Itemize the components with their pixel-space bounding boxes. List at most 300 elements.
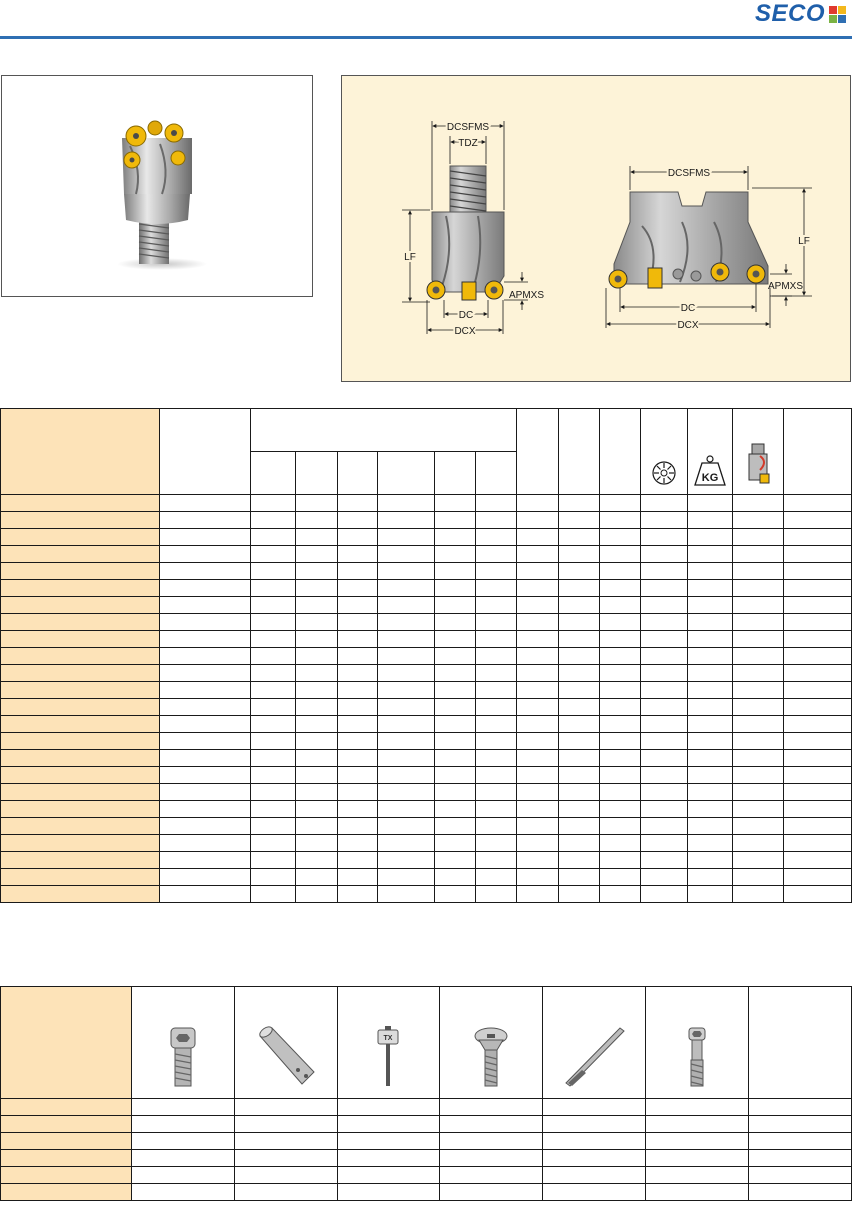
cutter-cell	[783, 733, 851, 750]
cutter-cell	[783, 835, 851, 852]
cutter-cell	[435, 546, 476, 563]
cutter-cell	[733, 682, 784, 699]
cutter-cell	[783, 886, 851, 903]
dimension-drawing	[341, 75, 851, 382]
cutter-row	[1, 546, 852, 563]
cutter-cell	[559, 886, 600, 903]
accessory-cell	[440, 1150, 543, 1167]
cutter-cell	[600, 699, 641, 716]
accessory-row	[1, 1099, 852, 1116]
accessory-cell	[131, 1099, 234, 1116]
accessory-row	[1, 1167, 852, 1184]
cutter-cell	[435, 886, 476, 903]
cutter-cell	[559, 529, 600, 546]
cutter-row	[1, 580, 852, 597]
cutter-cell	[600, 597, 641, 614]
accessory-cell	[131, 1133, 234, 1150]
cutter-cell	[688, 886, 733, 903]
cutter-cell	[159, 869, 250, 886]
cutter-cell	[559, 546, 600, 563]
accessory-cell	[234, 1116, 337, 1133]
cutter-cell	[517, 869, 559, 886]
cutter-cell	[733, 886, 784, 903]
cutter-cell	[476, 750, 517, 767]
cutter-cell	[517, 801, 559, 818]
cutter-cell	[783, 512, 851, 529]
dim-dc-left: DC	[458, 310, 474, 321]
cutter-cell	[435, 580, 476, 597]
cutter-cell	[250, 818, 295, 835]
dim-dcsfms-left: DCSFMS	[446, 122, 490, 133]
cutter-cell	[378, 546, 435, 563]
cutter-row-label	[1, 750, 160, 767]
cutter-cell	[517, 563, 559, 580]
cutter-cell	[378, 580, 435, 597]
cutter-cell	[295, 580, 337, 597]
cutter-cell	[337, 614, 378, 631]
cutter-cell	[295, 614, 337, 631]
cutter-data-rows	[1, 495, 852, 903]
cutter-cell	[733, 767, 784, 784]
accessory-cell	[646, 1150, 749, 1167]
cutter-row	[1, 631, 852, 648]
dim-dc-right: DC	[680, 303, 696, 314]
cutter-cell	[337, 869, 378, 886]
cutter-cell	[159, 699, 250, 716]
cutter-cell	[378, 750, 435, 767]
cutter-cell	[600, 852, 641, 869]
cutter-cell	[295, 733, 337, 750]
cutter-row	[1, 784, 852, 801]
cutter-cell	[159, 495, 250, 512]
cutter-cell	[783, 682, 851, 699]
cutter-cell	[337, 784, 378, 801]
cutter-row	[1, 733, 852, 750]
header-sub-4	[378, 452, 435, 495]
cutter-row	[1, 682, 852, 699]
cutter-row	[1, 665, 852, 682]
cutter-cell	[733, 801, 784, 818]
cutter-cell	[688, 869, 733, 886]
cutter-cell	[600, 614, 641, 631]
cutter-cell	[600, 495, 641, 512]
cutter-cell	[600, 665, 641, 682]
cutter-cell	[476, 546, 517, 563]
header-teeth	[641, 409, 688, 495]
cutter-cell	[435, 529, 476, 546]
accessory-cell	[337, 1150, 440, 1167]
header-order-code	[159, 409, 250, 495]
cutter-cell	[641, 495, 688, 512]
accessory-cell	[543, 1184, 646, 1201]
cutter-row	[1, 648, 852, 665]
cutter-cell	[783, 597, 851, 614]
dim-dcsfms-right: DCSFMS	[667, 168, 711, 179]
cutter-cell	[159, 716, 250, 733]
cutter-row-label	[1, 495, 160, 512]
cutter-cell	[688, 563, 733, 580]
cutter-row	[1, 852, 852, 869]
cutter-row	[1, 835, 852, 852]
cutter-cell	[378, 665, 435, 682]
cutter-cell	[641, 784, 688, 801]
cutter-cell	[435, 682, 476, 699]
cutter-row-label	[1, 835, 160, 852]
cutter-cell	[600, 631, 641, 648]
cutter-cell	[435, 597, 476, 614]
cutter-cell	[476, 665, 517, 682]
header-sub-5	[435, 452, 476, 495]
cutter-cell	[688, 682, 733, 699]
cutter-cell	[295, 682, 337, 699]
cutter-row-label	[1, 801, 160, 818]
cutter-cell	[641, 631, 688, 648]
cutter-cell	[337, 767, 378, 784]
cutter-cell	[435, 835, 476, 852]
cutter-cell	[250, 495, 295, 512]
cutter-cell	[517, 597, 559, 614]
insert-cutter-icon	[746, 442, 770, 486]
header-insert	[733, 409, 784, 495]
cutter-cell	[559, 631, 600, 648]
cutter-cell	[600, 648, 641, 665]
cutter-cell	[159, 563, 250, 580]
cutter-cell	[337, 546, 378, 563]
cutter-cell	[641, 801, 688, 818]
cutter-cell	[688, 699, 733, 716]
cutter-cell	[559, 818, 600, 835]
cutter-cell	[688, 529, 733, 546]
cutter-cell	[159, 767, 250, 784]
cutter-cell	[337, 733, 378, 750]
cutter-cell	[250, 767, 295, 784]
cutter-cell	[159, 512, 250, 529]
cutter-row-label	[1, 665, 160, 682]
cutter-row	[1, 750, 852, 767]
teeth-pitch-icon	[651, 460, 677, 486]
cutter-row	[1, 716, 852, 733]
cutter-cell	[688, 614, 733, 631]
cutter-cell	[783, 665, 851, 682]
cutter-cell	[559, 682, 600, 699]
cutter-cell	[435, 631, 476, 648]
acc-header-cap-screw	[131, 987, 234, 1099]
cutter-cell	[295, 818, 337, 835]
cutter-cell	[337, 631, 378, 648]
header-sub-3	[337, 452, 378, 495]
cutter-cell	[378, 801, 435, 818]
cutter-cell	[250, 597, 295, 614]
cutter-cell	[600, 580, 641, 597]
cutter-cell	[250, 682, 295, 699]
cutter-cell	[600, 750, 641, 767]
cutter-cell	[476, 512, 517, 529]
cutter-cell	[641, 529, 688, 546]
cutter-cell	[733, 818, 784, 835]
cutter-cell	[783, 495, 851, 512]
cutter-cell	[559, 614, 600, 631]
cutter-cell	[783, 563, 851, 580]
cutter-row	[1, 597, 852, 614]
cutter-cell	[733, 546, 784, 563]
cutter-cell	[435, 699, 476, 716]
accessory-cell	[749, 1167, 852, 1184]
cutter-cell	[250, 546, 295, 563]
accessory-cell	[440, 1099, 543, 1116]
cutter-cell	[559, 835, 600, 852]
cutter-cell	[476, 801, 517, 818]
cutter-row-label	[1, 631, 160, 648]
header-col-15	[783, 409, 851, 495]
header-designation	[1, 409, 160, 495]
cutter-cell	[337, 529, 378, 546]
cutter-cell	[378, 852, 435, 869]
cutter-cell	[688, 648, 733, 665]
cutter-cell	[688, 580, 733, 597]
cutter-cell	[641, 818, 688, 835]
cutter-row-label	[1, 614, 160, 631]
cutter-cell	[435, 563, 476, 580]
accessory-cell	[749, 1133, 852, 1150]
cutter-cell	[476, 716, 517, 733]
cutter-cell	[733, 529, 784, 546]
cutter-cell	[688, 784, 733, 801]
cutter-cell	[337, 835, 378, 852]
cutter-cell	[250, 699, 295, 716]
cutter-row-label	[1, 716, 160, 733]
accessory-cell	[234, 1150, 337, 1167]
accessory-cell	[131, 1167, 234, 1184]
cutter-row	[1, 886, 852, 903]
cutter-row	[1, 699, 852, 716]
cutter-cell	[559, 801, 600, 818]
cutter-cell	[435, 784, 476, 801]
cutter-cell	[476, 733, 517, 750]
accessory-row-label	[1, 1167, 132, 1184]
cutter-cell	[337, 699, 378, 716]
cutter-cell	[476, 631, 517, 648]
cutter-cell	[250, 801, 295, 818]
cutter-cell	[159, 648, 250, 665]
accessory-cell	[440, 1184, 543, 1201]
cutter-cell	[250, 750, 295, 767]
cutter-cell	[250, 631, 295, 648]
cutter-cell	[378, 563, 435, 580]
cutter-cell	[295, 784, 337, 801]
cutter-cell	[600, 716, 641, 733]
cutter-cell	[159, 529, 250, 546]
cutter-cell	[295, 835, 337, 852]
cutter-cell	[600, 767, 641, 784]
cutter-cell	[295, 801, 337, 818]
cutter-cell	[378, 631, 435, 648]
cutter-cell	[517, 580, 559, 597]
cutter-row-label	[1, 886, 160, 903]
cutter-row-label	[1, 733, 160, 750]
cutter-cell	[476, 852, 517, 869]
cutter-cell	[295, 699, 337, 716]
cutter-cell	[337, 852, 378, 869]
seco-logo	[755, 2, 846, 26]
cutter-cell	[641, 614, 688, 631]
cutter-cell	[600, 512, 641, 529]
cutter-cell	[783, 546, 851, 563]
cutter-cell	[559, 784, 600, 801]
cutter-cell	[783, 614, 851, 631]
cutter-row-label	[1, 869, 160, 886]
cutter-cell	[600, 784, 641, 801]
accessory-cell	[234, 1184, 337, 1201]
cutter-cell	[517, 835, 559, 852]
cutter-cell	[476, 580, 517, 597]
cutter-cell	[641, 716, 688, 733]
cutter-cell	[733, 512, 784, 529]
cutter-cell	[517, 665, 559, 682]
cutter-cell	[476, 682, 517, 699]
cutter-cell	[733, 733, 784, 750]
cutter-cell	[688, 495, 733, 512]
dim-dcx-right: DCX	[677, 320, 699, 331]
cutter-cell	[517, 750, 559, 767]
cutter-cell	[159, 818, 250, 835]
coolant-tube-icon	[562, 1026, 626, 1088]
cutter-cell	[733, 580, 784, 597]
brand-name: SECO	[754, 0, 825, 27]
cutter-row	[1, 801, 852, 818]
cutter-cell	[559, 648, 600, 665]
cutter-cell	[295, 495, 337, 512]
cutter-row	[1, 767, 852, 784]
cutter-cell	[733, 597, 784, 614]
cutter-cell	[159, 631, 250, 648]
cutter-cell	[159, 546, 250, 563]
accessory-cell	[543, 1133, 646, 1150]
cutter-cell	[517, 546, 559, 563]
cutter-cell	[476, 648, 517, 665]
cutter-cell	[337, 886, 378, 903]
cutter-cell	[476, 818, 517, 835]
accessory-row-label	[1, 1133, 132, 1150]
cutter-cell	[476, 886, 517, 903]
cutter-cell	[337, 597, 378, 614]
cutter-cell	[337, 512, 378, 529]
cutter-cell	[641, 580, 688, 597]
cutter-cell	[783, 869, 851, 886]
accessory-row	[1, 1150, 852, 1167]
product-photo	[1, 75, 313, 297]
cutter-cell	[159, 682, 250, 699]
cutter-cell	[559, 597, 600, 614]
cutter-cell	[476, 614, 517, 631]
cutter-cell	[783, 580, 851, 597]
cutter-cell	[559, 852, 600, 869]
cutter-cell	[337, 682, 378, 699]
accessory-cell	[337, 1184, 440, 1201]
cutter-cell	[378, 733, 435, 750]
cutter-row	[1, 614, 852, 631]
dim-apmxs-right: APMXS	[768, 281, 804, 292]
cutter-cell	[337, 750, 378, 767]
cutter-row	[1, 529, 852, 546]
cutter-cell	[559, 563, 600, 580]
cutter-cell	[295, 665, 337, 682]
cutter-cell	[733, 784, 784, 801]
accessory-cell	[337, 1133, 440, 1150]
cutter-cell	[688, 750, 733, 767]
cutter-cell	[378, 529, 435, 546]
cutter-cell	[641, 886, 688, 903]
cutter-cell	[559, 580, 600, 597]
cutter-cell	[641, 665, 688, 682]
cutter-cell	[159, 614, 250, 631]
cutter-cell	[641, 869, 688, 886]
cutter-cell	[250, 648, 295, 665]
cutter-cell	[250, 563, 295, 580]
cutter-cell	[783, 750, 851, 767]
cutter-cell	[688, 733, 733, 750]
cutter-cell	[517, 529, 559, 546]
acc-header-insert-screw	[440, 987, 543, 1099]
cutter-cell	[517, 699, 559, 716]
cutter-cell	[783, 648, 851, 665]
cutter-cell	[559, 716, 600, 733]
cutter-cell	[435, 495, 476, 512]
torx-key-icon	[374, 1026, 402, 1088]
acc-header-grub-screw	[234, 987, 337, 1099]
cutter-row-label	[1, 682, 160, 699]
cutter-row-label	[1, 818, 160, 835]
cutter-cell	[159, 580, 250, 597]
cutter-data-table	[0, 408, 852, 903]
cutter-row-label	[1, 597, 160, 614]
cutter-cell	[517, 852, 559, 869]
cutter-cell	[600, 682, 641, 699]
cutter-cell	[435, 716, 476, 733]
accessory-cell	[131, 1184, 234, 1201]
accessory-cell	[749, 1150, 852, 1167]
cutter-cell	[559, 495, 600, 512]
cutter-cell	[159, 801, 250, 818]
cutter-cell	[783, 529, 851, 546]
header-sub-2	[295, 452, 337, 495]
cutter-cell	[337, 716, 378, 733]
cutter-cell	[295, 716, 337, 733]
cutter-cell	[337, 495, 378, 512]
cutter-cell	[435, 801, 476, 818]
cutter-row-label	[1, 767, 160, 784]
cutter-cell	[250, 784, 295, 801]
cutter-cell	[337, 665, 378, 682]
accessory-cell	[234, 1167, 337, 1184]
cutter-cell	[641, 767, 688, 784]
cutter-cell	[378, 512, 435, 529]
weight-label: KG	[701, 472, 719, 484]
cutter-cell	[517, 767, 559, 784]
cutter-cell	[337, 563, 378, 580]
cutter-cell	[517, 631, 559, 648]
cutter-cell	[600, 546, 641, 563]
dim-apmxs-left: APMXS	[509, 290, 545, 301]
cutter-row-label	[1, 784, 160, 801]
cutter-cell	[783, 818, 851, 835]
cutter-cell	[600, 563, 641, 580]
cutter-cell	[435, 665, 476, 682]
cutter-cell	[641, 546, 688, 563]
accessory-cell	[440, 1133, 543, 1150]
accessory-cell	[646, 1184, 749, 1201]
cutter-row	[1, 818, 852, 835]
accessory-cell	[234, 1099, 337, 1116]
